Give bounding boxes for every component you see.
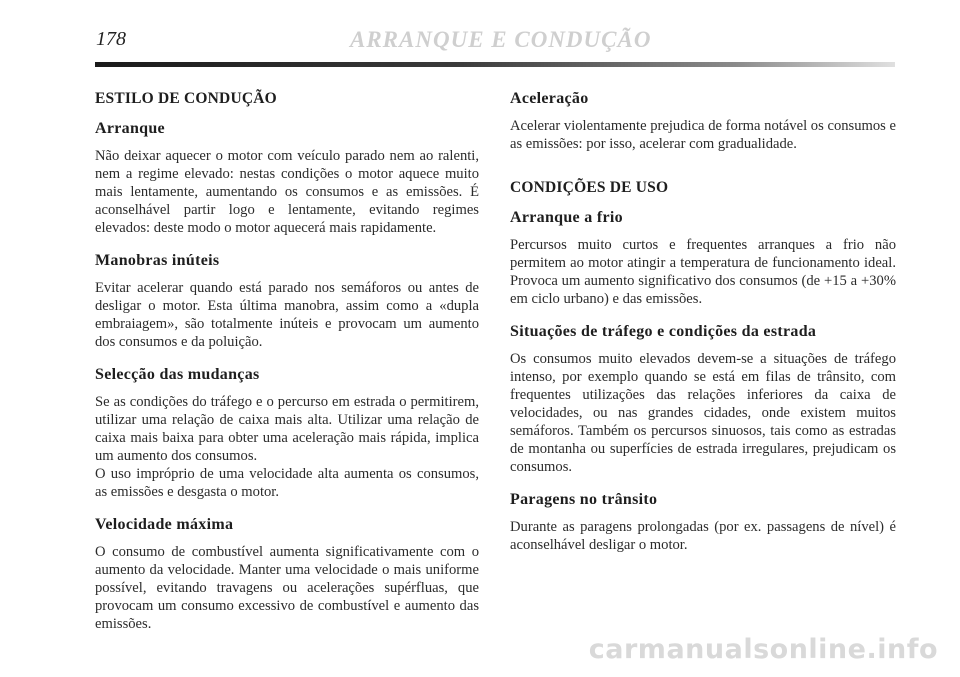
heading-seleccao: Selecção das mudanças bbox=[95, 366, 260, 383]
heading-arranque-frio: Arranque a frio bbox=[510, 209, 623, 226]
paragraph-seleccao-1: Se as condições do tráfego e o percurso em estrada o permitirem, utilizar uma relação de caixa mais alta. Utilizar uma relação de caixa mais baixa para obter uma aceleração mais rápida, implica um aumento dos consumos. bbox=[95, 394, 479, 464]
paragraph-arranque-frio: Percursos muito curtos e frequentes arranques a frio não permitem ao motor atingir a temperatura de funcionamento ideal. Provoca um aumento significativo dos consumos (de +15 a +30% em ciclo urbano) e das emissões. bbox=[510, 237, 896, 307]
paragraph-trafego: Os consumos muito elevados devem-se a situações de tráfego intenso, por exemplo quando se está em filas de trânsito, com frequentes utilizações das relações inferiores da caixa de velocidades, ou nas grandes cidades, onde existem muitos semáforos. Também os percursos sinuosos, tais como as estradas de montanha ou superfícies de estrada irregulares, prejudicam os consumos. bbox=[510, 351, 896, 475]
section-title-estilo: ESTILO DE CONDUÇÃO bbox=[95, 90, 277, 107]
left-column bbox=[95, 90, 479, 633]
paragraph-arranque: Não deixar aquecer o motor com veículo parado nem ao ralenti, nem a regime elevado: nestas condições o motor aquece muito mais lentamente, aumentando os consumos e as emissões. É aconselhável partir logo e lentamente, evitando regimes elevados: deste modo o motor aquecerá mais rapidamente. bbox=[95, 148, 479, 236]
header-divider bbox=[95, 62, 895, 67]
heading-aceleracao: Aceleração bbox=[510, 90, 589, 107]
page-number: 178 bbox=[96, 28, 126, 50]
heading-paragens: Paragens no trânsito bbox=[510, 491, 658, 508]
heading-arranque: Arranque bbox=[95, 120, 165, 137]
right-column bbox=[510, 90, 896, 554]
watermark: carmanualsonline.info bbox=[588, 634, 938, 665]
paragraph-aceleracao: Acelerar violentamente prejudica de forma notável os consumos e as emissões: por isso, acelerar com gradualidade. bbox=[510, 118, 896, 152]
paragraph-seleccao-2: O uso impróprio de uma velocidade alta aumenta os consumos, as emissões e desgasta o motor. bbox=[95, 466, 479, 500]
heading-manobras: Manobras inúteis bbox=[95, 252, 220, 269]
paragraph-velocidade: O consumo de combustível aumenta significativamente com o aumento da velocidade. Manter uma velocidade o mais uniforme possível, evitando travagens ou acelerações supérfluas, que provocam um consumo excessivo de combustível e aumento das emissões. bbox=[95, 544, 479, 632]
section-title-condicoes: CONDIÇÕES DE USO bbox=[510, 179, 669, 196]
paragraph-manobras: Evitar acelerar quando está parado nos semáforos ou antes de desligar o motor. Esta última manobra, assim como a «dupla embraiagem», são totalmente inúteis e provocam um aumento dos consumos e da poluição. bbox=[95, 280, 479, 350]
heading-velocidade: Velocidade máxima bbox=[95, 516, 234, 533]
heading-trafego: Situações de tráfego e condições da estrada bbox=[510, 323, 817, 340]
running-header-title: ARRANQUE E CONDUÇÃO bbox=[350, 27, 652, 52]
paragraph-paragens: Durante as paragens prolongadas (por ex. passagens de nível) é aconselhável desligar o motor. bbox=[510, 519, 896, 553]
